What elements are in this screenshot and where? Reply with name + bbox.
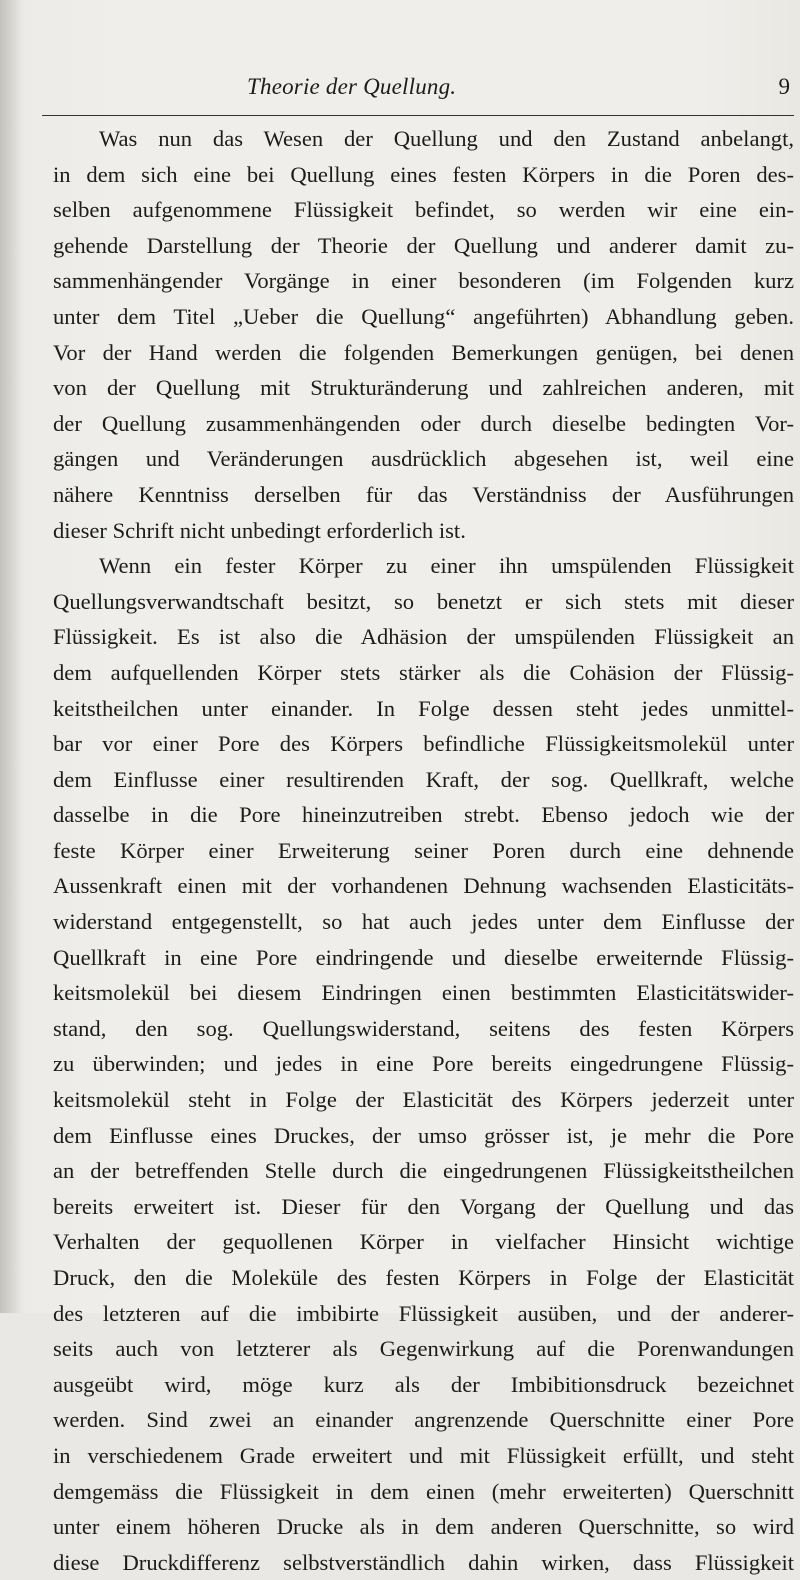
text-line: bereits erweitert ist. Dieser für den Vorgang der Quellung und das — [53, 1193, 794, 1219]
text-line: keitsmolekül bei diesem Eindringen einen bestimmten Elasticitätswider- — [53, 980, 794, 1006]
text-line: keitsmolekül steht in Folge der Elasticität des Körpers jederzeit unter — [53, 1087, 794, 1113]
text-line: Verhalten der gequollenen Körper in vielfacher Hinsicht wichtige — [53, 1229, 794, 1255]
text-line: dem Einflusse einer resultirenden Kraft, der sog. Quellkraft, welche — [53, 766, 794, 792]
text-line: seits auch von letzterer als Gegenwirkung auf die Porenwandungen — [53, 1336, 794, 1362]
text-line: in dem sich eine bei Quellung eines festen Körpers in die Poren des- — [53, 161, 794, 187]
text-line: unter dem Titel „Ueber die Quellung“ angeführten) Abhandlung geben. — [53, 303, 794, 329]
text-line: Aussenkraft einen mit der vorhandenen Dehnung wachsenden Elasticitäts- — [53, 873, 794, 899]
text-line: der Quellung zusammenhängenden oder durch dieselbe bedingten Vor- — [53, 410, 794, 436]
text-line: in verschiedenem Grade erweitert und mit Flüssigkeit erfüllt, und steht — [53, 1442, 794, 1468]
text-line: sammenhängender Vorgänge in einer besonderen (im Folgenden kurz — [53, 268, 794, 294]
text-line: ausgeübt wird, möge kurz als der Imbibitionsdruck bezeichnet — [53, 1371, 794, 1397]
text-line: feste Körper einer Erweiterung seiner Poren durch eine dehnende — [53, 837, 794, 863]
text-line: widerstand entgegenstellt, so hat auch jedes unter dem Einflusse der — [53, 909, 794, 935]
header-rule — [42, 115, 794, 116]
text-line: bar vor einer Pore des Körpers befindliche Flüssigkeitsmolekül unter — [53, 731, 794, 757]
text-line: Druck, den die Moleküle des festen Körpers in Folge der Elasticität — [53, 1265, 794, 1290]
text-line: von der Quellung mit Strukturänderung und zahlreichen anderen, mit — [53, 375, 794, 401]
text-line: keitstheilchen unter einander. In Folge dessen steht jedes unmittel- — [53, 695, 794, 721]
text-line: an der betreffenden Stelle durch die eingedrungenen Flüssigkeitstheilchen — [53, 1158, 794, 1184]
text-line: Vor der Hand werden die folgenden Bemerkungen genügen, bei denen — [53, 339, 794, 365]
running-title: Theorie der Quellung. — [247, 74, 457, 99]
text-line: dasselbe in die Pore hineinzutreiben strebt. Ebenso jedoch wie der — [53, 802, 794, 828]
text-line: nähere Kenntniss derselben für das Verständniss der Ausführungen — [53, 481, 794, 507]
text-line: diese Druckdifferenz selbstverständlich dahin wirken, dass Flüssigkeit — [53, 1549, 794, 1575]
text-line: Quellungsverwandtschaft besitzt, so benetzt er sich stets mit dieser — [53, 588, 794, 614]
text-line: gehende Darstellung der Theorie der Quellung und anderer damit zu- — [53, 232, 794, 258]
text-line: dem aufquellenden Körper stets stärker als die Cohäsion der Flüssig- — [53, 659, 794, 685]
text-line: unter einem höheren Drucke als in dem anderen Querschnitte, so wird — [53, 1514, 794, 1540]
text-line: zu überwinden; und jedes in eine Pore bereits eingedrungene Flüssig- — [53, 1051, 794, 1077]
text-line: selben aufgenommene Flüssigkeit befindet, so werden wir eine ein- — [53, 197, 794, 223]
text-line: Wenn ein fester Körper zu einer ihn umspülenden Flüssigkeit — [99, 553, 794, 579]
text-line: demgemäss die Flüssigkeit in dem einen (mehr erweiterten) Querschnitt — [53, 1478, 794, 1504]
text-line: Was nun das Wesen der Quellung und den Zustand anbelangt, — [99, 126, 794, 151]
text-line: werden. Sind zwei an einander angrenzende Querschnitte einer Pore — [53, 1407, 794, 1433]
text-line: gängen und Veränderungen ausdrücklich abgesehen ist, weil eine — [53, 446, 794, 472]
text-line: stand, den sog. Quellungswiderstand, seitens des festen Körpers — [53, 1015, 794, 1041]
text-line: Flüssigkeit. Es ist also die Adhäsion der umspülenden Flüssigkeit an — [53, 624, 794, 650]
text-line: dem Einflusse eines Druckes, der umso grösser ist, je mehr die Pore — [53, 1122, 794, 1148]
body-text — [53, 121, 794, 1580]
text-line: Quellkraft in eine Pore eindringende und dieselbe erweiternde Flüssig- — [53, 944, 794, 970]
text-line: des letzteren auf die imbibirte Flüssigkeit ausüben, und der anderer- — [53, 1300, 794, 1326]
running-header — [42, 70, 794, 106]
text-line: dieser Schrift nicht unbedingt erforderlich ist. — [53, 517, 466, 543]
page-number: 9 — [778, 74, 790, 99]
binding-shadow — [0, 0, 22, 1313]
